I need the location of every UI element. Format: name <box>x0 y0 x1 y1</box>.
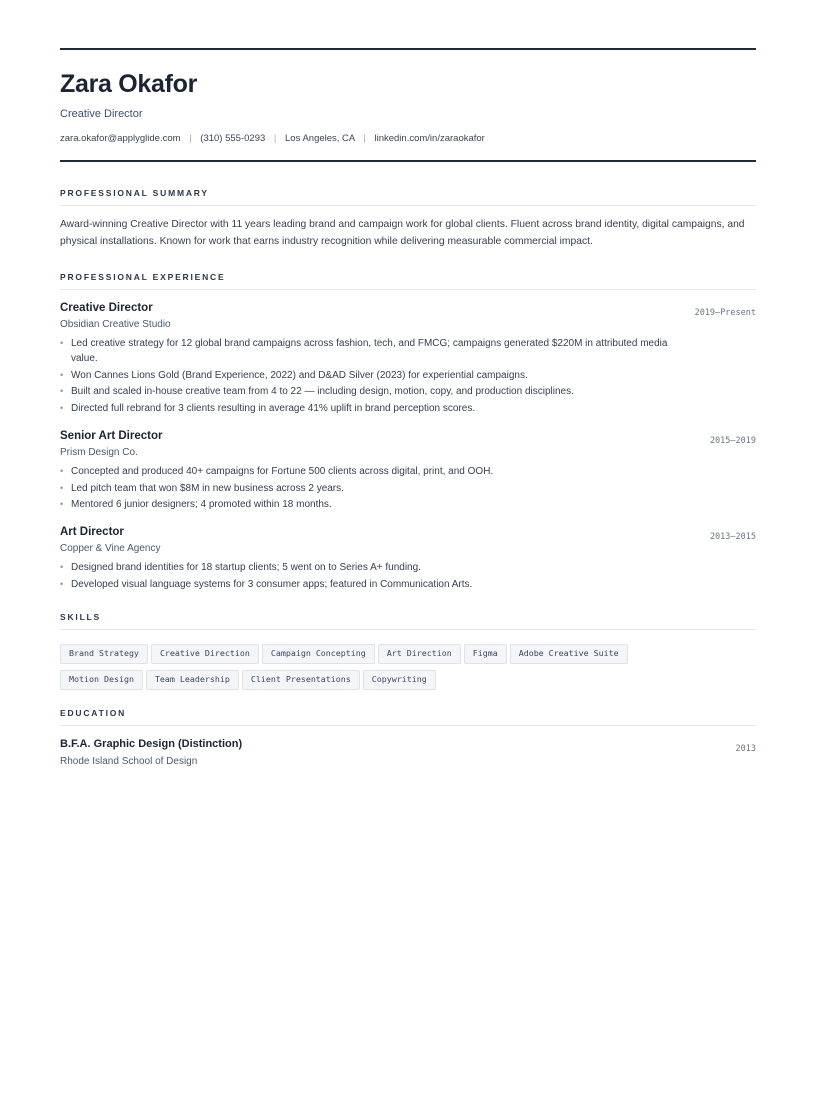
summary-text: Award-winning Creative Director with 11 years leading brand and campaign work for global clients. Fluent across brand identity, digital campaigns, and physical installations. Known for work that earns industry recognition while delivering measurable commercial impact. <box>60 219 745 247</box>
skill-tag: Campaign Concepting <box>262 644 375 664</box>
bullet-dot-icon: • <box>60 466 64 477</box>
bullet-item: • Led creative strategy for 12 global brand campaigns across fashion, tech, and FMCG; campaigns generated $220M in attributed media value. <box>60 338 668 364</box>
contact-separator: | <box>189 133 192 144</box>
bullet-item: • Designed brand identities for 18 startup clients; 5 went on to Series A+ funding. <box>60 562 421 574</box>
skill-tag: Team Leadership <box>146 670 239 690</box>
bullet-item: • Directed full rebrand for 3 clients resulting in average 41% uplift in brand perception scores. <box>60 403 476 415</box>
job-dates: 2019–Present <box>694 308 756 318</box>
bullet-dot-icon: • <box>60 403 64 414</box>
bullet-item: • Built and scaled in-house creative team from 4 to 22 — including design, motion, copy, and production disciplines. <box>60 386 574 398</box>
section-heading: PROFESSIONAL SUMMARY <box>60 188 209 198</box>
job-company: Obsidian Creative Studio <box>60 319 171 330</box>
candidate-name: Zara Okafor <box>60 70 198 98</box>
job-company: Prism Design Co. <box>60 447 138 459</box>
summary-section <box>60 188 756 250</box>
section-divider <box>60 289 756 290</box>
bullet-dot-icon: • <box>60 369 64 380</box>
bullet-dot-icon: • <box>60 338 64 348</box>
contact-phone[interactable]: (310) 555-0293 <box>200 133 266 144</box>
job-bullets <box>60 560 680 592</box>
bullet-item: • Led pitch team that won $8M in new business across 2 years. <box>60 482 344 494</box>
bullet-dot-icon: • <box>60 482 64 493</box>
skill-tag: Copywriting <box>363 670 436 690</box>
job-title: Creative Director <box>60 302 153 314</box>
job-company: Copper & Vine Agency <box>60 543 161 555</box>
bullet-dot-icon: • <box>60 386 64 397</box>
experience-section <box>60 272 756 592</box>
skill-tag: Figma <box>464 644 507 664</box>
job-entry <box>60 429 756 512</box>
job-title: Senior Art Director <box>60 430 163 443</box>
skill-tag: Motion Design <box>60 670 143 690</box>
header-bottom-rule <box>60 160 756 162</box>
job-entry <box>60 301 756 416</box>
bullet-item: • Concepted and produced 40+ campaigns for Fortune 500 clients across digital, print, and OOH. <box>60 466 494 478</box>
education-school: Rhode Island School of Design <box>60 756 198 768</box>
job-dates: 2013–2015 <box>709 532 756 543</box>
skill-tag: Client Presentations <box>242 670 360 690</box>
section-divider <box>60 205 756 206</box>
job-dates: 2015–2019 <box>709 436 756 447</box>
skill-tag: Creative Direction <box>151 644 259 664</box>
skills-row <box>60 670 756 690</box>
section-heading: PROFESSIONAL EXPERIENCE <box>60 272 226 282</box>
contact-line <box>60 133 756 145</box>
education-year: 2013 <box>735 744 756 755</box>
resume-page <box>60 48 756 768</box>
skill-tag: Adobe Creative Suite <box>510 644 628 664</box>
section-divider <box>60 629 756 630</box>
bullet-dot-icon: • <box>60 499 64 510</box>
bullet-dot-icon: • <box>60 579 64 590</box>
header-top-rule <box>60 48 756 50</box>
bullet-item: • Won Cannes Lions Gold (Brand Experience, 2022) and D&AD Silver (2023) for experiential campaigns. <box>60 369 528 381</box>
education-entry <box>60 738 756 768</box>
bullet-item: • Mentored 6 junior designers; 4 promoted within 18 months. <box>60 499 332 511</box>
job-title: Art Director <box>60 526 124 539</box>
contact-separator: | <box>273 133 277 144</box>
education-degree: B.F.A. Graphic Design (Distinction) <box>60 738 243 751</box>
section-heading: EDUCATION <box>60 708 127 719</box>
contact-location: Los Angeles, CA <box>285 133 355 144</box>
skill-tag: Art Direction <box>378 644 461 664</box>
section-divider <box>60 725 756 726</box>
bullet-item: • Developed visual language systems for 3 consumer apps; featured in Communication Arts. <box>60 579 473 591</box>
skills-section <box>60 612 756 690</box>
job-bullets <box>60 336 680 416</box>
skills-row <box>60 644 756 664</box>
contact-email[interactable]: zara.okafor@applyglide.com <box>60 133 181 144</box>
candidate-title: Creative Director <box>60 108 143 120</box>
job-bullets <box>60 464 680 512</box>
skills-tags <box>60 644 756 690</box>
education-section <box>60 708 756 768</box>
contact-linkedin[interactable]: linkedin.com/in/zaraokafor <box>374 133 485 144</box>
job-entry <box>60 525 756 592</box>
bullet-dot-icon: • <box>60 562 64 573</box>
contact-separator: | <box>363 133 366 144</box>
section-heading: SKILLS <box>60 612 102 623</box>
skill-tag: Brand Strategy <box>60 644 148 664</box>
